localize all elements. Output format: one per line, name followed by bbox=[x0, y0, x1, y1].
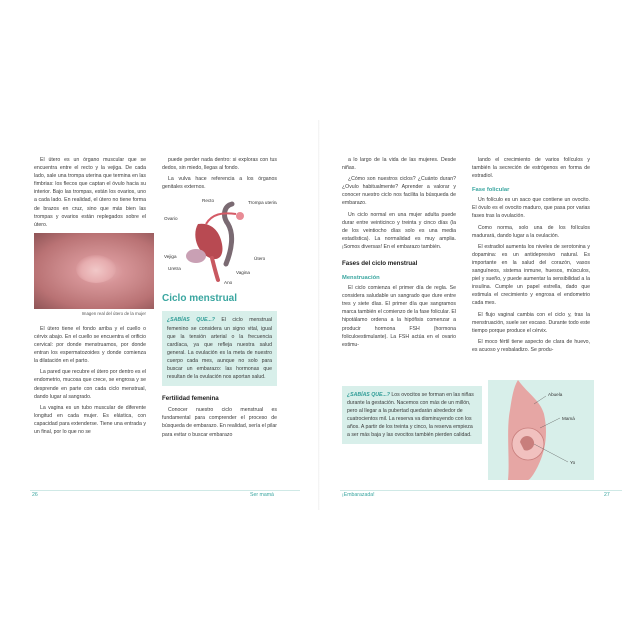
section-title: Ciclo menstrual bbox=[162, 293, 238, 305]
page-number: 27 bbox=[604, 492, 610, 498]
paragraph: La pared que recubre el útero por dentro es el endometrio, mucosa que crece, se engrosa y se desprende en parte con cada ciclo menstrual, dando lugar al sangrado. bbox=[34, 369, 146, 400]
footer-rule bbox=[340, 490, 622, 491]
label-yo: Yo bbox=[570, 460, 576, 465]
left-column-1 bbox=[34, 156, 146, 439]
subheading: Fase folicular bbox=[472, 187, 510, 194]
footer-rule bbox=[30, 490, 300, 491]
paragraph: El ciclo comienza el primer día de regla. Se considera saludable un sangrado que dure entre tres y siete días. El primer día que sangramos marca también el comienzo de la fase folicular. El hipotálamo ordena a la hipófisis comenzar a producir hormona FSH (hormona foliculoestimulante). La FSH actúa en el ovario estimu- bbox=[342, 285, 456, 348]
page-number: 26 bbox=[32, 492, 38, 498]
paragraph: El útero es un órgano muscular que se encuentra entre el recto y la vejiga. De cada lado, sale una trompa uterina que termina en las fimbrias: los flecos que captan el óvulo hacia su interior. Bajo las trompas, están los ovarios, uno a cada lado. En realidad, el útero no tiene forma de brazos en cruz, sino que más bien las trompas y ovarios están replegados sobre el útero. bbox=[34, 157, 146, 228]
paragraph: El útero tiene el fondo arriba y el cuello o cérvix abajo. En el cuello se encuentra el orificio cervical: por donde menstruamos, por donde entran los espermatozoides y donde comienza la dilatación en el parto. bbox=[34, 325, 146, 365]
running-title: Ser mamá bbox=[250, 492, 274, 498]
ovary-shape bbox=[236, 212, 244, 220]
sidebox-text bbox=[167, 316, 272, 381]
label-uretra: Uretra bbox=[168, 266, 181, 272]
photo-caption: Imagen real del útero de la mujer bbox=[81, 310, 146, 316]
did-you-know-box bbox=[162, 311, 277, 386]
reproductive-organs-diagram bbox=[162, 194, 277, 286]
sidebox-body: Los ovocitos se forman en las niñas durante la gestación. Nacemos con más de un millón, pero al llegar a la pubertad quedarán alrededor de cuatrocientos mil. La reserva va disminuyendo con los años. A partir de los treinta y cinco, la reserva empieza a ser más baja y las ovocitos también pierden calidad. bbox=[347, 392, 474, 438]
label-trompa: Trompa uterina bbox=[248, 200, 277, 206]
did-you-know-box bbox=[342, 386, 482, 444]
paragraph: ¿Cómo son nuestros ciclos? ¿Cuánto duran? ¿Ovulo habitualmente? Aprender a valorar y conocer nuestro ciclo nos facilita la búsqueda de embarazo. bbox=[342, 176, 456, 207]
paragraph: Un folículo es un saco que contiene un ovocito. El óvulo es el ovocito maduro, que pasa por varias fases tras la ovulación. bbox=[472, 197, 590, 220]
running-title: ¡Embarazada! bbox=[342, 492, 375, 498]
right-page bbox=[320, 0, 640, 640]
bladder-shape bbox=[186, 249, 206, 263]
label-mama: Mamá bbox=[562, 416, 575, 421]
paragraph: Conocer nuestro ciclo menstrual es fundamental para comprender el proceso de búsqueda de embarazo. En realidad, sería el pilar para evitar o buscar embarazo bbox=[162, 407, 277, 438]
label-ovario: Ovario bbox=[164, 216, 178, 222]
right-column-2 bbox=[472, 156, 590, 357]
paragraph: El flujo vaginal cambia con el ciclo y, tras la menstruación, suele ser escaso. Durante todo este tiempo porque produce el cérvix. bbox=[472, 311, 590, 334]
label-abuela: Abuela bbox=[548, 392, 563, 397]
label-ano: Ano bbox=[224, 280, 233, 286]
subheading: Fertilidad femenina bbox=[162, 395, 219, 403]
label-vejiga: Vejiga bbox=[164, 254, 177, 260]
label-utero: Útero bbox=[254, 256, 266, 262]
tube-shape bbox=[206, 214, 236, 225]
sidebox-text bbox=[347, 391, 477, 439]
paragraph: lando el crecimiento de varios folículos y también la secreción de estrógenos en forma de estradiol. bbox=[472, 157, 590, 180]
paragraph: Como norma, solo una de los folículos madurará, dando lugar a la ovulación. bbox=[472, 224, 590, 239]
right-column-1 bbox=[342, 156, 456, 352]
vagina-shape bbox=[212, 258, 218, 280]
label-recto: Recto bbox=[202, 198, 215, 204]
pregnancy-illustration bbox=[488, 380, 594, 480]
paragraph: a lo largo de la vida de las mujeres. Desde niñas. bbox=[342, 157, 456, 172]
paragraph: Un ciclo normal en una mujer adulta puede durar entre veinticinco y treinta y cinco días (la de los veintiocho días solo es una media estadística). La normalidad es muy amplia. ¡Somos diversas! En el embarazo también. bbox=[342, 211, 456, 250]
uterus-photo bbox=[34, 233, 154, 309]
sidebox-lead: ¿SABÍAS QUE...? bbox=[347, 392, 390, 398]
sidebox-body: El ciclo menstrual femenino se considera un signo vital, igual que la tensión arterial o la frecuencia cardíaca, ya que refleja nuestra salud general. La ovulación es la meta de nuestro cuerpo cada mes, aunque no solo para buscar un embarazo: las hormonas que resultan de la ovulación nos aportan salud. bbox=[167, 317, 272, 381]
sidebox-lead: ¿SABÍAS QUE...? bbox=[167, 317, 215, 324]
paragraph: puede perder nada dentro: si exploras con tus dedos, sin miedo, llegas al fondo. bbox=[162, 157, 277, 172]
label-vagina: Vagina bbox=[236, 270, 250, 276]
subheading: Menstruación bbox=[342, 275, 380, 282]
section-title: Fases del ciclo menstrual bbox=[342, 260, 418, 268]
left-column-2 bbox=[162, 156, 277, 442]
paragraph: El estradiol aumenta los niveles de serotonina y dopamina: es un antidepresivo natural. Es importante en la salud del corazón, vasos sanguíneos, sistema inmune, huesos, músculos, piel y sueño, y puede aumentar la sensibilidad a la insulina. Cumple un papel estrella, dado que estimula el crecimiento y engrosa el endometrio cada mes. bbox=[472, 243, 590, 307]
paragraph: La vagina es un tubo muscular de diferente longitud en cada mujer. Es elástica, con capacidad para extenderse. Tiene una entrada y un final, por lo que no se bbox=[34, 404, 146, 435]
paragraph: La vulva hace referencia a los órganos genitales externos. bbox=[162, 176, 277, 191]
paragraph: El moco fértil tiene aspecto de clara de huevo, es acuoso y resbaladizo. Se produ- bbox=[472, 338, 590, 353]
